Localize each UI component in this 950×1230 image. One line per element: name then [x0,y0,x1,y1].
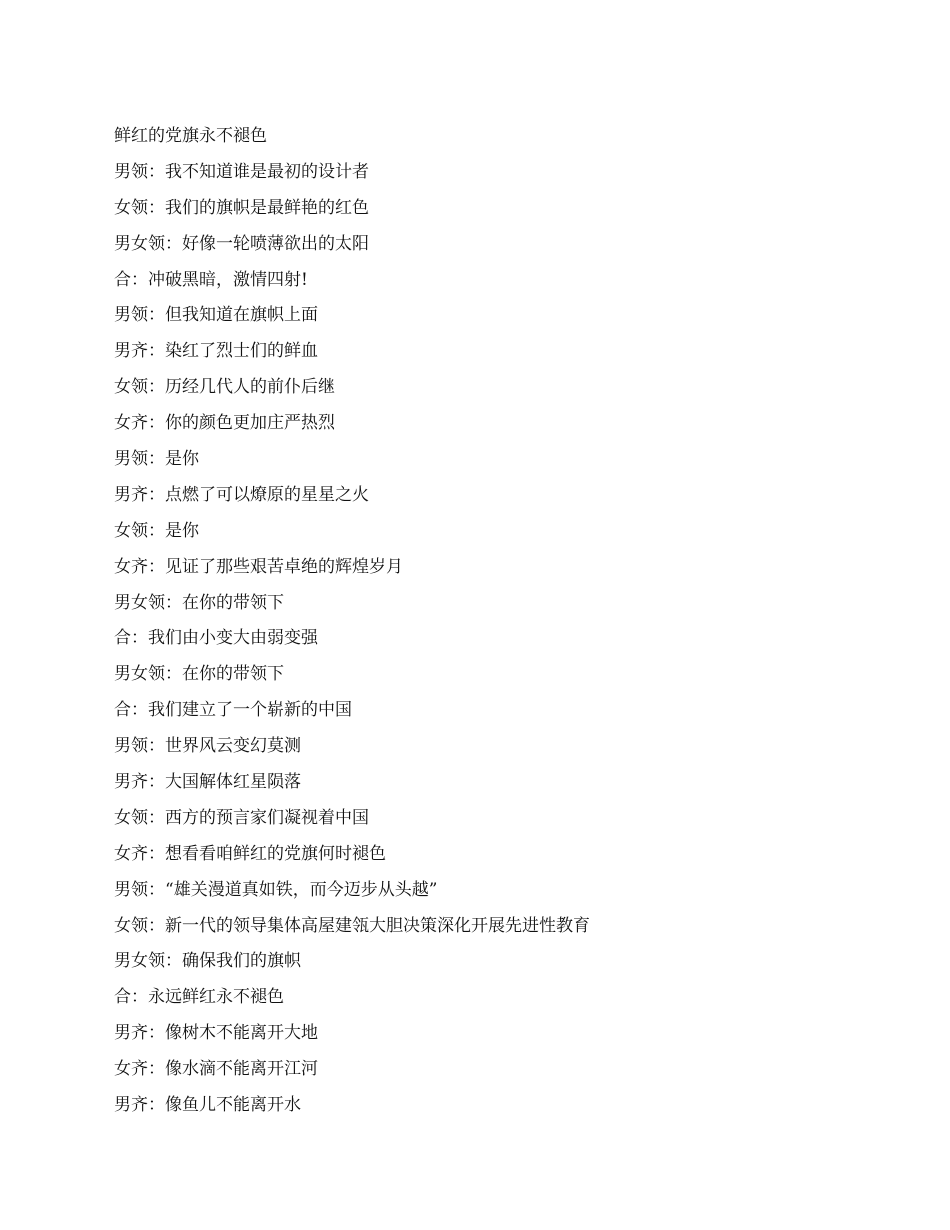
poem-line: 合：冲破黑暗，激情四射! [114,269,308,290]
poem-line: 男齐：点燃了可以燎原的星星之火 [114,484,369,505]
poem-line: 男齐：染红了烈士们的鲜血 [114,341,318,362]
poem-line: 男领：“雄关漫道真如铁，而今迈步从头越” [114,879,438,900]
poem-line: 女齐：想看看咱鲜红的党旗何时褪色 [114,843,386,864]
poem-line: 合：我们由小变大由弱变强 [114,628,318,649]
poem-line: 男领：我不知道谁是最初的设计者 [114,161,369,182]
poem-line: 男齐：像鱼儿不能离开水 [114,1095,301,1116]
poem-line: 男女领：在你的带领下 [114,592,284,613]
poem-line: 女领：我们的旗帜是最鲜艳的红色 [114,197,369,218]
poem-title: 鲜红的党旗永不褪色 [114,126,267,146]
poem-line: 男女领：在你的带领下 [114,664,284,685]
poem-line: 男领：世界风云变幻莫测 [114,736,301,757]
poem-line: 男女领：好像一轮喷薄欲出的太阳 [114,233,369,254]
poem-line: 女齐：你的颜色更加庄严热烈 [114,413,335,434]
poem-line: 男领：但我知道在旗帜上面 [114,305,318,326]
poem-line: 男齐：像树木不能离开大地 [114,1023,318,1044]
poem-line: 女领：历经几代人的前仆后继 [114,377,335,398]
poem-line: 合：永远鲜红永不褪色 [114,987,284,1008]
poem-line: 男领：是你 [114,449,199,470]
poem-line: 合：我们建立了一个崭新的中国 [114,700,352,721]
poem-line: 女齐：见证了那些艰苦卓绝的辉煌岁月 [114,556,403,577]
poem-text [114,119,894,1124]
poem-line: 男女领：确保我们的旗帜 [114,951,301,972]
poem-line: 男齐：大国解体红星陨落 [114,772,301,793]
poem-line: 女齐：像水滴不能离开江河 [114,1059,318,1080]
poem-line: 女领：新一代的领导集体高屋建瓴大胆决策深化开展先进性教育 [114,915,590,936]
poem-line: 女领：是你 [114,520,199,541]
poem-line: 女领：西方的预言家们凝视着中国 [114,807,369,828]
